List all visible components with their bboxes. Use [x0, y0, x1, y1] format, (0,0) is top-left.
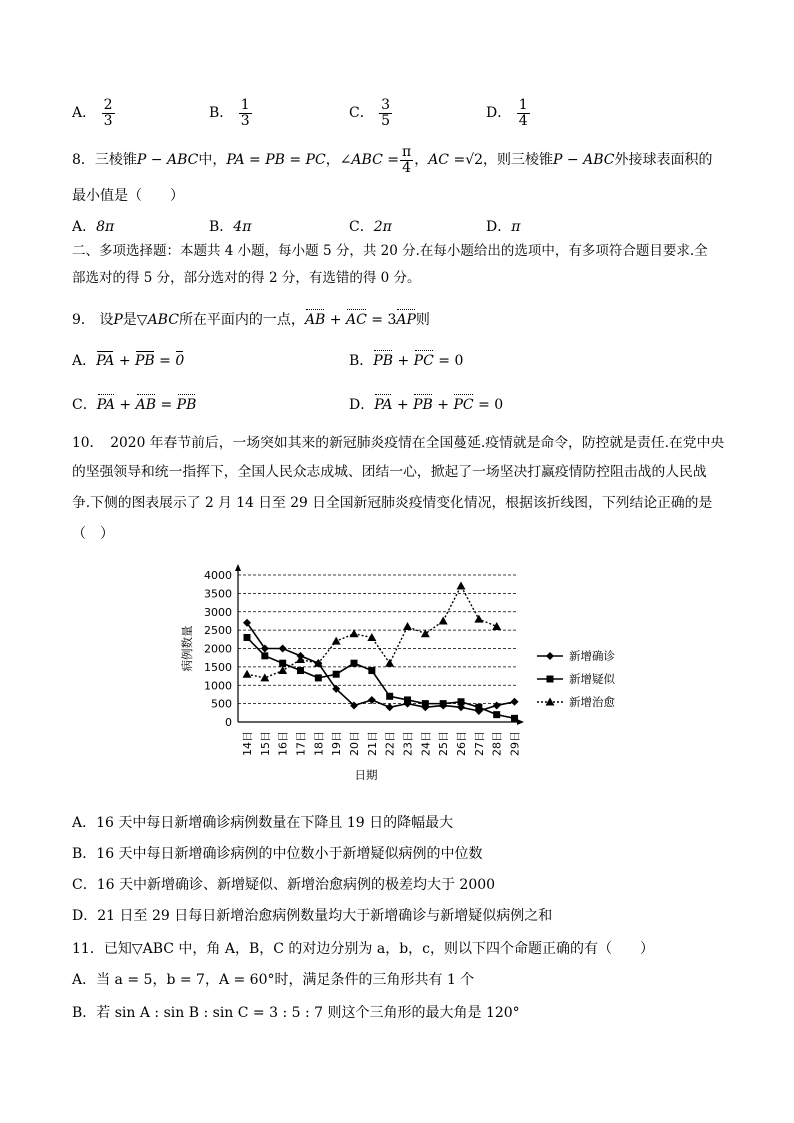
data-point: [243, 670, 252, 678]
data-point: [367, 633, 376, 641]
q11-stem: 11．已知▽ABC 中，角 A，B，C 的对边分别为 a，b，c，则以下四个命题正确的有（ ）: [72, 941, 655, 957]
data-point: [315, 674, 322, 681]
data-point: [493, 701, 501, 709]
x-tick-label: 23日: [401, 731, 415, 756]
q7-option-a: A． $\frac{2}{3}$: [72, 97, 113, 129]
section2-intro-line1: 二、多项选择题：本题共 4 小题，每小题 5 分，共 20 分.在每小题给出的选项中，有多项符合题目要求.全: [72, 243, 708, 259]
data-point: [439, 616, 448, 624]
q9-stem: 9． 设P是▽ABC所在平面内的一点，AB + AC = 3AP则: [72, 312, 430, 328]
data-point: [457, 582, 466, 590]
y-axis-label: 病例数量: [180, 625, 194, 672]
q7-option-d: D． $\frac{1}{4}$: [486, 97, 528, 129]
legend-marker: [546, 652, 554, 660]
q8-option-a: A．8π: [72, 219, 115, 235]
q10-option-c: C．16 天中新增确诊、新增疑似、新增治愈病例的极差均大于 2000: [72, 877, 496, 893]
x-tick-label: 16日: [276, 731, 290, 756]
data-point: [421, 629, 430, 637]
data-point: [475, 704, 482, 711]
data-point: [403, 622, 412, 630]
data-point: [493, 711, 500, 718]
data-point: [351, 660, 358, 667]
covid-line-chart: [175, 563, 635, 785]
data-point: [279, 645, 287, 653]
x-axis-label: 日期: [354, 768, 378, 782]
q10-stem-line2: 的坚强领导和统一指挥下，全国人民众志成城、团结一心，掀起了一场坚决打赢疫情防控阻击战的人民战: [72, 464, 707, 480]
q9-option-a: A．PA + PB = 0: [72, 353, 185, 369]
x-axis-arrow: [517, 719, 524, 725]
q9-option-b: B．PB + PC = 0: [349, 353, 464, 369]
x-tick-label: 19日: [330, 731, 344, 756]
x-tick-label: 15日: [258, 731, 272, 756]
y-tick-label: 0: [225, 716, 232, 729]
q10-option-a: A．16 天中每日新增确诊病例数量在下降且 19 日的降幅最大: [72, 815, 454, 831]
y-tick-label: 2000: [204, 642, 232, 656]
q8-stem: 8．三棱锥P − ABC中，PA = PB = PC，∠ABC = $\frac{\pi}{4}$ ，AC =√2，则三棱锥P − ABC外接球表面积的: [72, 144, 713, 176]
legend-label: 新增治愈: [569, 695, 615, 709]
q11-option-b: B．若 sin A : sin B : sin C = 3 : 5 : 7 则这个三角形的最大角是 120°: [72, 1005, 520, 1021]
q8-option-d: D．π: [486, 219, 521, 235]
x-tick-label: 25日: [437, 731, 451, 756]
q9-option-d: D．PA + PB + PC = 0: [349, 397, 504, 413]
q11-option-a: A．当 a = 5，b = 7，A = 60°时，满足条件的三角形共有 1 个: [72, 972, 475, 988]
data-point: [511, 698, 519, 706]
y-tick-label: 3500: [204, 587, 232, 601]
data-point: [511, 715, 518, 722]
q10-option-b: B．16 天中每日新增确诊病例的中位数小于新增疑似病例的中位数: [72, 846, 483, 862]
data-point: [422, 700, 429, 707]
legend-label: 新增确诊: [569, 649, 615, 663]
q7-option-b: B． $\frac{1}{3}$: [209, 97, 250, 129]
x-tick-label: 28日: [490, 731, 504, 756]
q10-stem-line1: 10． 2020 年春节前后，一场突如其来的新冠肺炎疫情在全国蔓延.疫情就是命令，防控就是责任.在党中央: [72, 435, 725, 451]
q7-option-c: C． $\frac{3}{5}$: [349, 97, 391, 129]
legend-marker: [547, 676, 554, 683]
q10-stem-line4: （ ）: [72, 526, 114, 542]
y-axis-arrow: [235, 564, 241, 571]
data-point: [386, 693, 393, 700]
q8-option-c: C．2π: [349, 219, 392, 235]
data-point: [368, 696, 376, 704]
x-tick-label: 21日: [365, 731, 379, 756]
data-point: [333, 671, 340, 678]
x-tick-label: 20日: [348, 731, 362, 756]
data-point: [244, 634, 251, 641]
y-tick-label: 500: [211, 697, 232, 711]
data-point: [474, 615, 483, 623]
x-tick-label: 29日: [508, 731, 522, 756]
x-tick-label: 22日: [383, 731, 397, 756]
x-tick-label: 26日: [455, 731, 469, 756]
x-tick-label: 14日: [241, 731, 254, 756]
section2-intro-line2: 部选对的得 5 分，部分选对的得 2 分，有选错的得 0 分。: [72, 270, 421, 286]
y-tick-label: 1500: [204, 660, 232, 674]
data-point: [458, 698, 465, 705]
data-point: [332, 637, 341, 645]
legend-label: 新增疑似: [569, 672, 615, 686]
data-point: [440, 700, 447, 707]
data-point: [350, 629, 359, 637]
data-point: [261, 652, 268, 659]
x-tick-label: 24日: [419, 731, 433, 756]
data-point: [368, 667, 375, 674]
x-tick-label: 18日: [312, 731, 326, 756]
data-point: [492, 622, 501, 630]
y-tick-label: 1000: [204, 679, 232, 693]
data-point: [297, 667, 304, 674]
q8-option-b: B．4π: [209, 219, 252, 235]
q8-stem-line2: 最小值是（ ）: [72, 188, 184, 204]
x-tick-label: 17日: [294, 731, 308, 756]
data-point: [279, 660, 286, 667]
data-point: [404, 696, 411, 703]
y-tick-label: 3000: [204, 605, 232, 619]
data-point: [278, 666, 287, 674]
q10-option-d: D．21 日至 29 日每日新增治愈病例数量均大于新增确诊与新增疑似病例之和: [72, 908, 553, 924]
q10-stem-line3: 争.下侧的图表展示了 2 月 14 日至 29 日全国新冠肺炎疫情变化情况，根据该折线图，下列结论正确的是: [72, 495, 713, 511]
y-tick-label: 4000: [204, 569, 232, 582]
data-point: [386, 703, 394, 711]
x-tick-label: 27日: [472, 731, 486, 756]
q9-option-c: C．PA + AB = PB: [72, 397, 197, 413]
data-point: [385, 659, 394, 667]
data-point: [260, 673, 269, 681]
y-tick-label: 2500: [204, 624, 232, 638]
